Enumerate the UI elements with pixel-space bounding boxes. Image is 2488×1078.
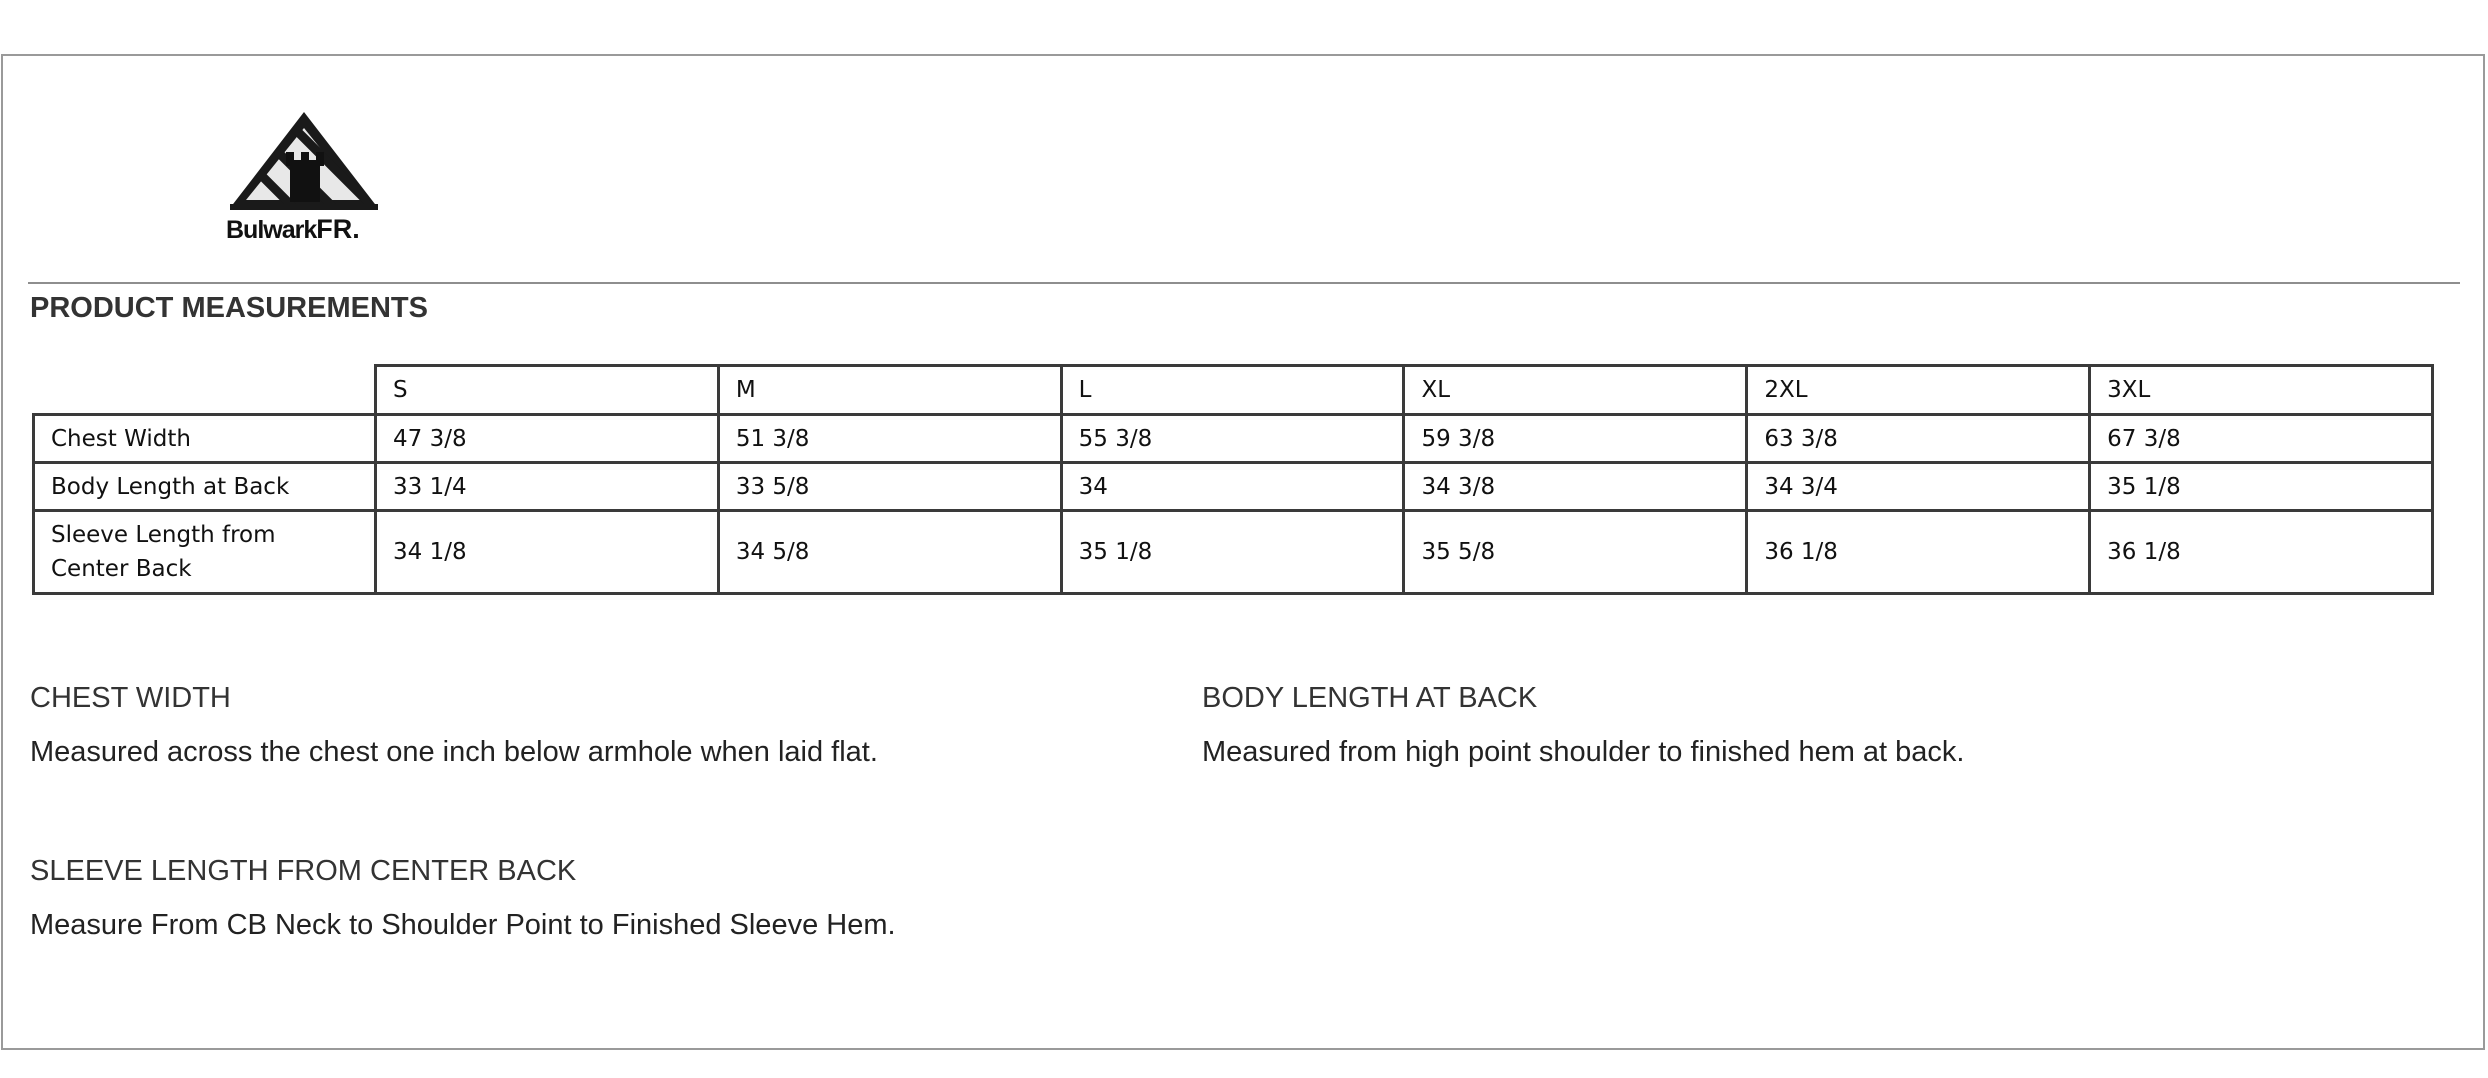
table-cell: 34 5/8 [718, 511, 1061, 594]
table-cell: 33 1/4 [376, 463, 719, 511]
measurements-table [32, 364, 2434, 595]
size-header-s: S [376, 366, 719, 415]
definition-text-chest-width: Measured across the chest one inch below armhole when laid flat. [30, 736, 878, 768]
table-cell: 51 3/8 [718, 415, 1061, 463]
size-header-2xl: 2XL [1747, 366, 2090, 415]
table-cell: 34 3/8 [1404, 463, 1747, 511]
table-row [34, 463, 2433, 511]
table-cell: 59 3/8 [1404, 415, 1747, 463]
table-cell: 35 1/8 [1061, 511, 1404, 594]
row-label: Body Length at Back [34, 463, 376, 511]
table-corner-cell [34, 366, 376, 415]
table-cell: 35 5/8 [1404, 511, 1747, 594]
row-label: Sleeve Length from Center Back [34, 511, 376, 594]
size-header-xl: XL [1404, 366, 1747, 415]
definition-text-body-length: Measured from high point shoulder to finished hem at back. [1202, 736, 1965, 768]
table-cell: 67 3/8 [2090, 415, 2433, 463]
brand-suffix: FR. [316, 214, 360, 244]
table-cell: 47 3/8 [376, 415, 719, 463]
section-title: PRODUCT MEASUREMENTS [30, 292, 428, 324]
row-label: Chest Width [34, 415, 376, 463]
table-cell: 63 3/8 [1747, 415, 2090, 463]
table-cell: 34 1/8 [376, 511, 719, 594]
definition-title-sleeve-length: SLEEVE LENGTH FROM CENTER BACK [30, 855, 577, 887]
table-cell: 34 3/4 [1747, 463, 2090, 511]
table-cell: 36 1/8 [2090, 511, 2433, 594]
table-row [34, 415, 2433, 463]
table-cell: 55 3/8 [1061, 415, 1404, 463]
header-divider [28, 282, 2460, 284]
brand-wordmark [226, 214, 360, 245]
definition-text-sleeve-length: Measure From CB Neck to Shoulder Point to Finished Sleeve Hem. [30, 909, 896, 941]
table-cell: 34 [1061, 463, 1404, 511]
table-cell: 36 1/8 [1747, 511, 2090, 594]
table-header-row [34, 366, 2433, 415]
definition-title-body-length: BODY LENGTH AT BACK [1202, 682, 1538, 714]
table-cell: 33 5/8 [718, 463, 1061, 511]
definition-title-chest-width: CHEST WIDTH [30, 682, 231, 714]
size-header-m: M [718, 366, 1061, 415]
size-header-l: L [1061, 366, 1404, 415]
table-row [34, 511, 2433, 594]
table-cell: 35 1/8 [2090, 463, 2433, 511]
size-header-3xl: 3XL [2090, 366, 2433, 415]
brand-name: Bulwark [226, 216, 317, 244]
